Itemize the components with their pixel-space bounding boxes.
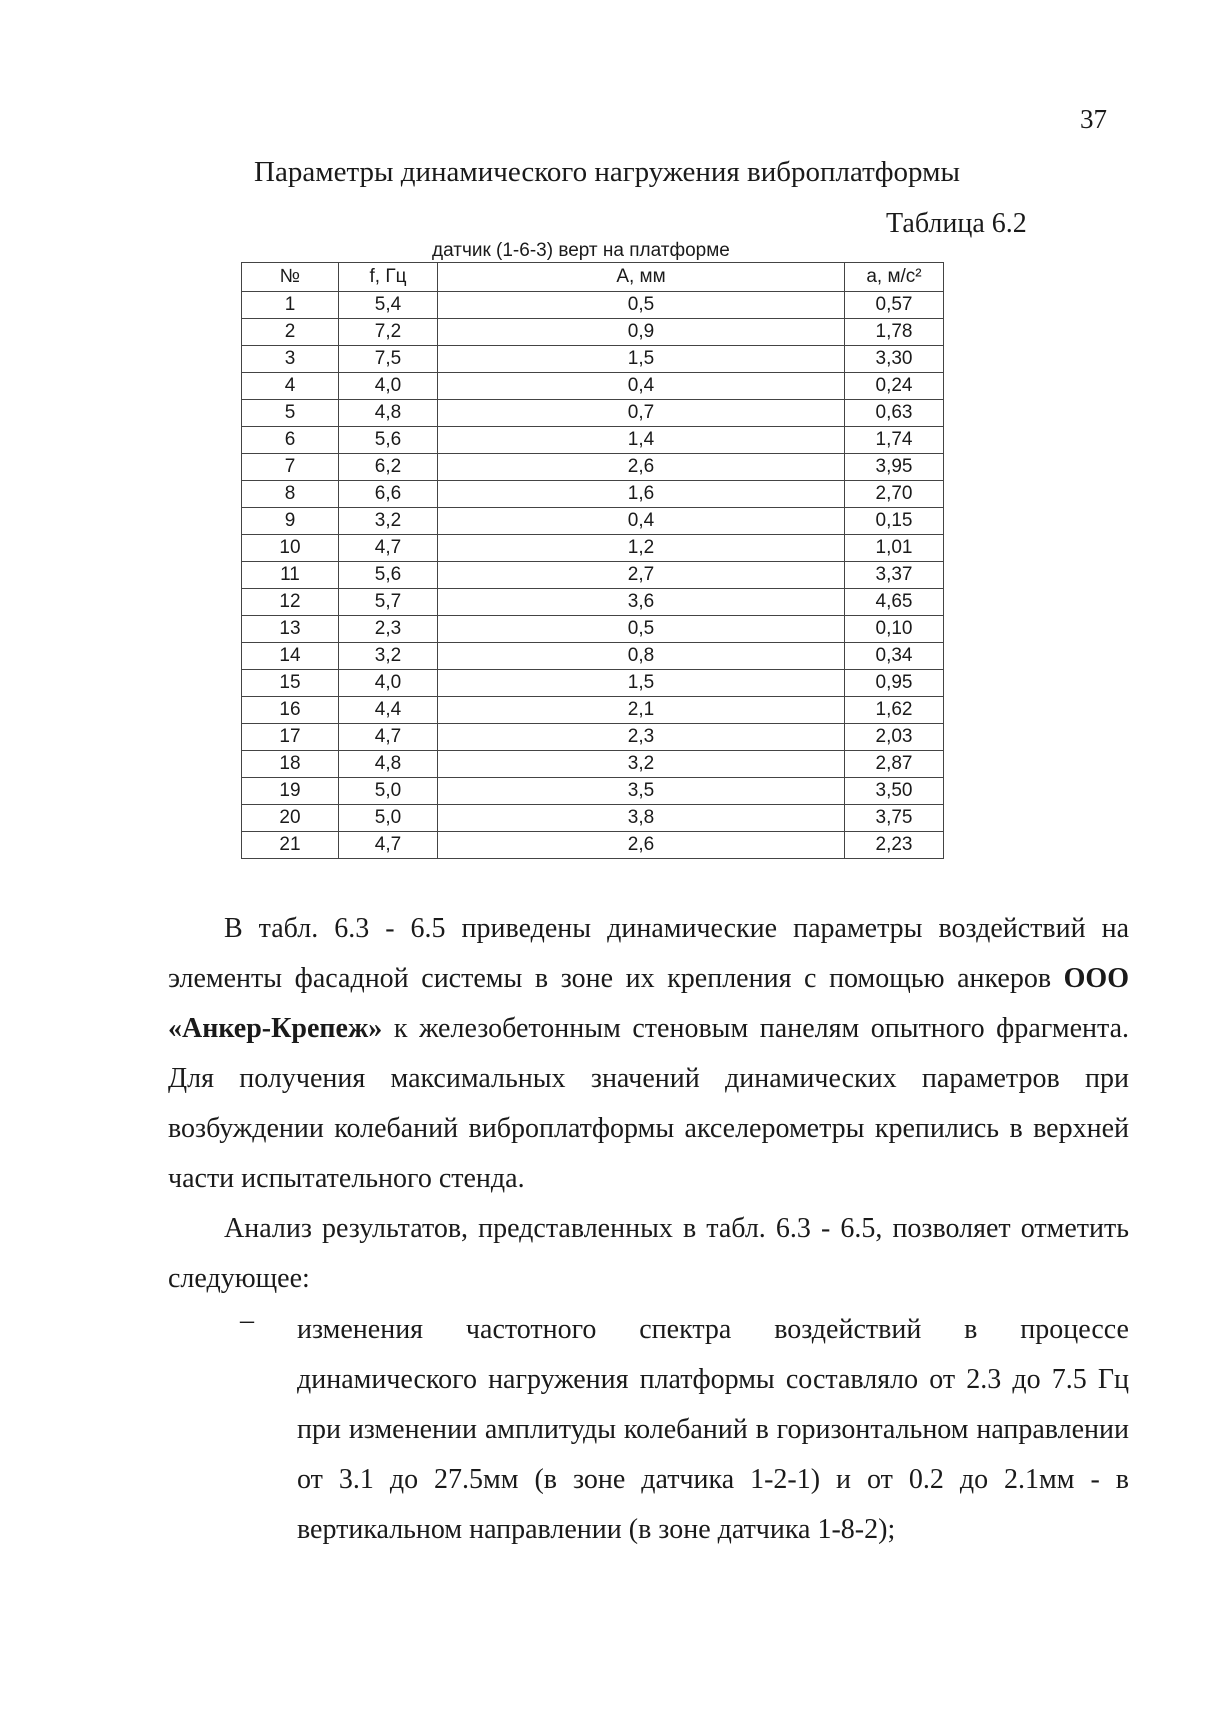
table-cell: 4,7	[339, 724, 438, 751]
table-cell: 5,6	[339, 562, 438, 589]
table-cell: 0,8	[438, 643, 845, 670]
table-cell: 3,50	[845, 778, 944, 805]
table-cell: 2,7	[438, 562, 845, 589]
table-cell: 0,7	[438, 400, 845, 427]
table-cell: 2,03	[845, 724, 944, 751]
header-amplitude: A, мм	[438, 263, 845, 292]
table-cell: 0,34	[845, 643, 944, 670]
table-row	[242, 481, 944, 508]
table-cell: 0,4	[438, 373, 845, 400]
table-cell: 2,3	[339, 616, 438, 643]
paragraph-1-text: В табл. 6.3 - 6.5 приведены динамические параметры воздействий на элементы фасадной системы в зоне их крепления с помощью анкеров	[168, 913, 1129, 994]
table-cell: 11	[242, 562, 339, 589]
table-cell: 2,87	[845, 751, 944, 778]
table-cell: 5	[242, 400, 339, 427]
table-cell: 3,2	[438, 751, 845, 778]
paragraph-1-bold: ООО «Анкер-Крепеж»	[168, 963, 1129, 1044]
table-row	[242, 589, 944, 616]
sensor-label: датчик (1-6-3) верт на платформе	[432, 240, 730, 261]
table-row	[242, 508, 944, 535]
table-header-row	[242, 263, 944, 292]
table-cell: 5,0	[339, 805, 438, 832]
table-cell: 1,4	[438, 427, 845, 454]
table-cell: 4,8	[339, 400, 438, 427]
table-row	[242, 616, 944, 643]
paragraph-2	[168, 1204, 1129, 1304]
table-cell: 5,7	[339, 589, 438, 616]
table-cell: 16	[242, 697, 339, 724]
table-cell: 2	[242, 319, 339, 346]
table-row	[242, 670, 944, 697]
table-cell: 7	[242, 454, 339, 481]
table-row	[242, 427, 944, 454]
table-cell: 0,24	[845, 373, 944, 400]
table-cell: 15	[242, 670, 339, 697]
table-cell: 9	[242, 508, 339, 535]
page-title: Параметры динамического нагружения виброплатформы	[254, 156, 960, 188]
table-cell: 4,7	[339, 535, 438, 562]
table-cell: 6,6	[339, 481, 438, 508]
table-row	[242, 346, 944, 373]
table-row	[242, 697, 944, 724]
bullet-item: изменения частотного спектра воздействий в процессе динамического нагружения платформы составляло от 2.3 до 7.5 Гц при изменении амплитуды колебаний в горизонтальном направлении от 3.1 до 27.5мм (в зоне датчика 1-2-1) и от 0.2 до 2.1мм - в вертикальном направлении (в зоне датчика 1-8-2);	[297, 1314, 1129, 1545]
table-row	[242, 805, 944, 832]
paragraph-1	[168, 904, 1129, 1204]
table-cell: 3,95	[845, 454, 944, 481]
table-cell: 17	[242, 724, 339, 751]
table-cell: 13	[242, 616, 339, 643]
table-cell: 0,10	[845, 616, 944, 643]
table-cell: 1,6	[438, 481, 845, 508]
table-caption: Таблица 6.2	[886, 208, 1027, 239]
table-cell: 3,37	[845, 562, 944, 589]
table-cell: 6,2	[339, 454, 438, 481]
table-row	[242, 373, 944, 400]
table-cell: 1,5	[438, 670, 845, 697]
table-cell: 4,0	[339, 670, 438, 697]
table-cell: 2,70	[845, 481, 944, 508]
table-cell: 2,23	[845, 832, 944, 859]
table-cell: 18	[242, 751, 339, 778]
table-cell: 10	[242, 535, 339, 562]
table-row	[242, 643, 944, 670]
table-cell: 0,95	[845, 670, 944, 697]
table-row	[242, 751, 944, 778]
table-cell: 14	[242, 643, 339, 670]
table-cell: 0,4	[438, 508, 845, 535]
table-cell: 0,9	[438, 319, 845, 346]
table-cell: 3,6	[438, 589, 845, 616]
table-cell: 4,8	[339, 751, 438, 778]
table-cell: 3,5	[438, 778, 845, 805]
table-cell: 8	[242, 481, 339, 508]
paragraph-2-text: Анализ результатов, представленных в табл. 6.3 - 6.5, позволяет отметить следующее:	[168, 1213, 1129, 1294]
data-table	[241, 262, 944, 859]
table-cell: 3,2	[339, 508, 438, 535]
table-row	[242, 454, 944, 481]
table-cell: 0,5	[438, 292, 845, 319]
table-cell: 3,30	[845, 346, 944, 373]
table-cell: 5,4	[339, 292, 438, 319]
table-row	[242, 400, 944, 427]
table-row	[242, 292, 944, 319]
table-cell: 3,8	[438, 805, 845, 832]
page-number: 37	[1080, 104, 1107, 134]
table-row	[242, 535, 944, 562]
table-cell: 1,2	[438, 535, 845, 562]
table-body	[242, 292, 944, 859]
table-cell: 1,01	[845, 535, 944, 562]
table-cell: 4,65	[845, 589, 944, 616]
table-cell: 0,5	[438, 616, 845, 643]
table-cell: 2,3	[438, 724, 845, 751]
table-cell: 1,5	[438, 346, 845, 373]
table-cell: 3,2	[339, 643, 438, 670]
table-cell: 0,57	[845, 292, 944, 319]
table-cell: 6	[242, 427, 339, 454]
paragraph-1-text-end: к железобетонным стеновым панелям опытного фрагмента. Для получения максимальных значений динамических параметров при возбуждении колебаний виброплатформы акселерометры крепились в верхней части испытательного стенда.	[168, 1013, 1129, 1194]
table-row	[242, 724, 944, 751]
table-cell: 3	[242, 346, 339, 373]
table-cell: 12	[242, 589, 339, 616]
table-row	[242, 319, 944, 346]
table-cell: 0,15	[845, 508, 944, 535]
table-cell: 4,0	[339, 373, 438, 400]
table-cell: 0,63	[845, 400, 944, 427]
table-cell: 2,6	[438, 832, 845, 859]
table-cell: 2,1	[438, 697, 845, 724]
table-cell: 3,75	[845, 805, 944, 832]
header-acceleration: a, м/с²	[845, 263, 944, 292]
bullet-marker: –	[240, 1305, 254, 1336]
table-cell: 5,6	[339, 427, 438, 454]
table-row	[242, 832, 944, 859]
table-cell: 1	[242, 292, 339, 319]
table-cell: 1,78	[845, 319, 944, 346]
table-cell: 20	[242, 805, 339, 832]
table-cell: 7,2	[339, 319, 438, 346]
table-cell: 1,74	[845, 427, 944, 454]
table-row	[242, 562, 944, 589]
table-cell: 4,7	[339, 832, 438, 859]
header-number: №	[242, 263, 339, 292]
table-row	[242, 778, 944, 805]
table-cell: 2,6	[438, 454, 845, 481]
table-cell: 5,0	[339, 778, 438, 805]
table-cell: 1,62	[845, 697, 944, 724]
header-frequency: f, Гц	[339, 263, 438, 292]
table-cell: 4,4	[339, 697, 438, 724]
table-cell: 19	[242, 778, 339, 805]
table-cell: 4	[242, 373, 339, 400]
table-cell: 21	[242, 832, 339, 859]
table-cell: 7,5	[339, 346, 438, 373]
